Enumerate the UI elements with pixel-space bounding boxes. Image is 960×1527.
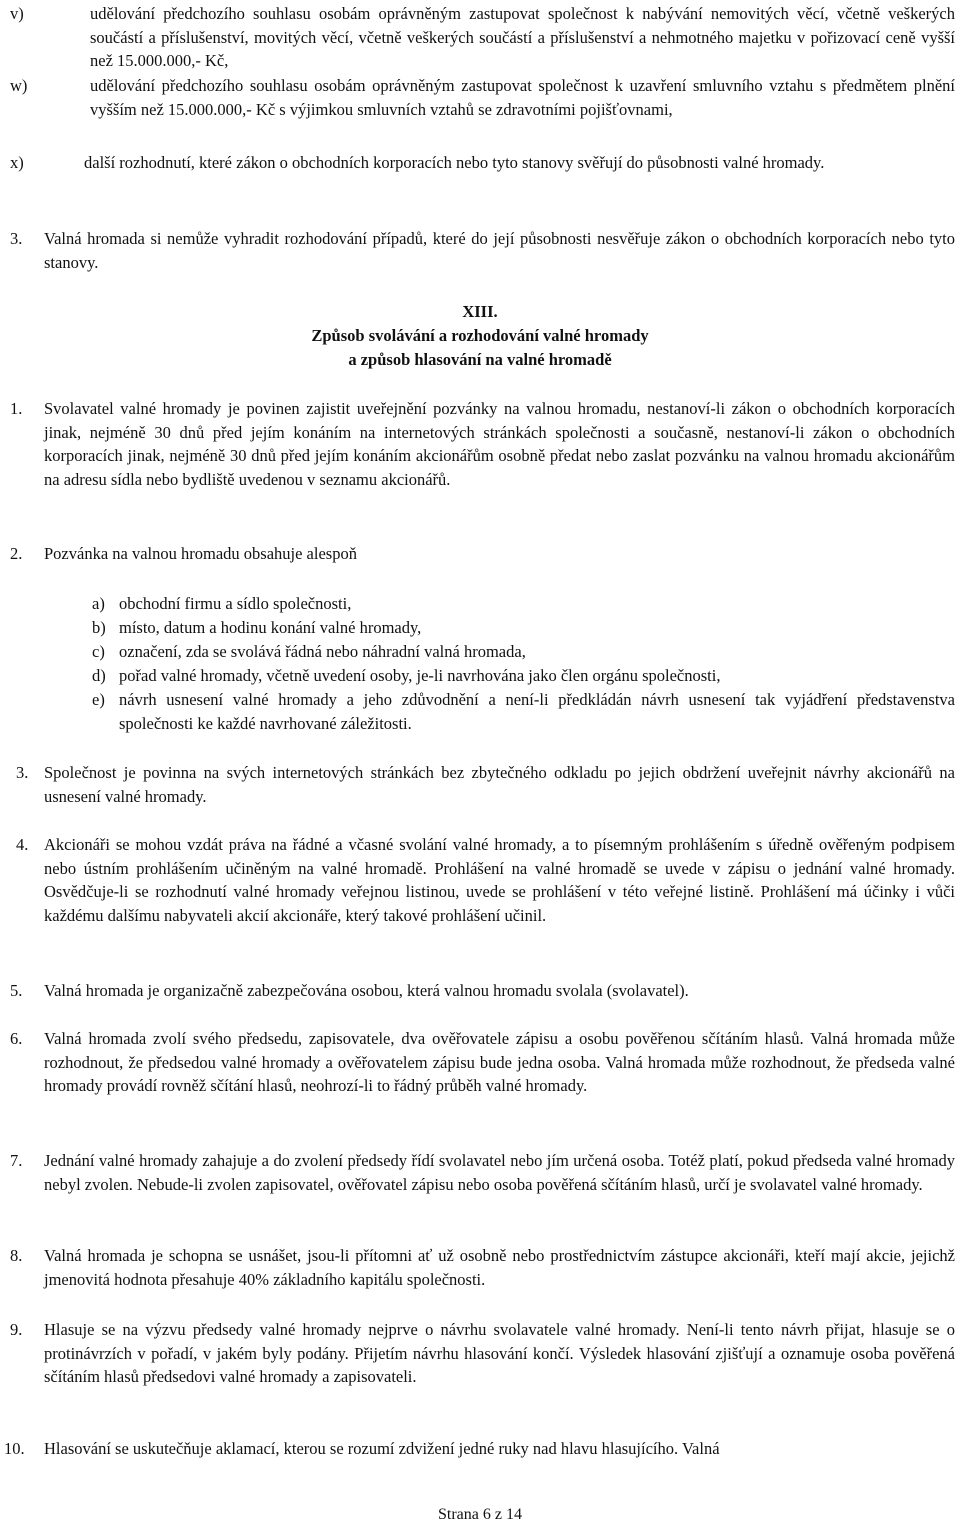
paragraph-number: 4. <box>16 835 29 854</box>
item-text: označení, zda se svolává řádná nebo náhradní valná hromada, <box>119 642 526 661</box>
paragraph-text: Pozvánka na valnou hromadu obsahuje alespoň <box>44 544 357 563</box>
paragraph-number: 6. <box>10 1029 23 1048</box>
paragraph-text: Valná hromada je organizačně zabezpečována osobou, která valnou hromadu svolala (svolavatel). <box>44 981 689 1000</box>
item-label: w) <box>10 76 28 95</box>
paragraph-text: Společnost je povinna na svých internetových stránkách bez zbytečného odkladu po jejich obdržení uveřejnit návrhy akcionářů na usnesení valné hromady. <box>44 763 955 806</box>
item-text: návrh usnesení valné hromady a jeho zdůvodnění a není-li předkládán návrh usnesení tak vyjádření představenstva společnosti ke každé navrhované záležitosti. <box>119 690 955 733</box>
page-number: Strana 6 z 14 <box>438 1506 522 1523</box>
item-label: d) <box>92 666 106 685</box>
item-text: další rozhodnutí, které zákon o obchodních korporacích nebo tyto stanovy svěřují do působnosti valné hromady. <box>84 153 825 172</box>
item-text: místo, datum a hodinu konání valné hromady, <box>119 618 422 637</box>
paragraph-number: 3. <box>10 229 23 248</box>
paragraph-number: 1. <box>10 399 23 418</box>
item-label: x) <box>10 153 24 172</box>
article-title-line-2: a způsob hlasování na valné hromadě <box>348 350 612 369</box>
paragraph-number: 5. <box>10 981 23 1000</box>
item-text: udělování předchozího souhlasu osobám oprávněným zastupovat společnost k nabývání nemovitých věcí, včetně veškerých součástí a příslušenství, movitých věcí, včetně veškerých součástí a příslušenství a nehmotného majetku v pořizovací ceně vyšší než 15.000.000,- Kč, <box>90 4 955 70</box>
article-title-line-1: Způsob svolávání a rozhodování valné hromady <box>311 326 649 345</box>
paragraph-text: Svolavatel valné hromady je povinen zajistit uveřejnění pozvánky na valnou hromadu, nestanoví-li zákon o obchodních korporacích jinak, nejméně 30 dnů před jejím konáním na internetových stránkách společnosti a současně, nestanoví-li zákon o obchodních korporacích jinak, nejméně 30 dnů před jejím konáním akcionářům osobně předat nebo zaslat pozvánku na valnou hromadu akcionářům na adresu sídla nebo bydliště uvedenou v seznamu akcionářů. <box>44 399 955 489</box>
paragraph-text: Valná hromada si nemůže vyhradit rozhodování případů, které do její působnosti nesvěřuje zákon o obchodních korporacích nebo tyto stanovy. <box>44 229 955 272</box>
paragraph-text: Akcionáři se mohou vzdát práva na řádné a včasné svolání valné hromady, a to písemným prohlášením s úředně ověřeným podpisem nebo ústním prohlášením učiněným na valné hromadě. Prohlášení na valné hromadě se uvede v zápisu o jednání valné hromady. Osvědčuje-li se rozhodnutí valné hromady veřejnou listinou, uvede se prohlášení v této veřejné listině. Prohlášení má účinky i vůči každému dalšímu nabyvateli akcií akcionáře, který takové prohlášení učinil. <box>44 835 955 925</box>
item-label: c) <box>92 642 105 661</box>
paragraph-number: 7. <box>10 1151 23 1170</box>
paragraph-number: 8. <box>10 1246 23 1265</box>
paragraph-number: 3. <box>16 763 29 782</box>
paragraph-text: Valná hromada zvolí svého předsedu, zapisovatele, dva ověřovatele zápisu a osobu pověřenou sčítáním hlasů. Valná hromada může rozhodnout, že předsedou valné hromady a ověřovatelem zápisu bude jedna osoba. Valná hromada může rozhodnout, že předseda valné hromady provádí rovněž sčítání hlasů, neohrozí-li to řádný průběh valné hromady. <box>44 1029 955 1095</box>
item-text: pořad valné hromady, včetně uvedení osoby, je-li navrhována jako člen orgánu společnosti, <box>119 666 721 685</box>
item-text: obchodní firmu a sídlo společnosti, <box>119 594 352 613</box>
paragraph-text: Hlasuje se na výzvu předsedy valné hromady nejprve o návrhu svolavatele valné hromady. Není-li tento návrh přijat, hlasuje se o protinávrzích v pořadí, v jakém byly podány. Přijetím návrhu hlasování končí. Výsledek hlasování zjišťují a oznamuje osoba pověřená sčítáním hlasů předsedovi valné hromady a zapisovateli. <box>44 1320 955 1386</box>
paragraph-number: 10. <box>4 1439 25 1458</box>
item-label: e) <box>92 690 105 709</box>
item-label: v) <box>10 4 24 23</box>
paragraph-number: 2. <box>10 544 23 563</box>
item-text: udělování předchozího souhlasu osobám oprávněným zastupovat společnost k uzavření smluvního vztahu s předmětem plnění vyšším než 15.000.000,- Kč s výjimkou smluvních vztahů se zdravotními pojišťovnami, <box>90 76 955 119</box>
article-number: XIII. <box>462 302 498 321</box>
paragraph-text: Hlasování se uskutečňuje aklamací, kterou se rozumí zdvižení jedné ruky nad hlavu hlasujícího. Valná <box>44 1439 720 1458</box>
paragraph-number: 9. <box>10 1320 23 1339</box>
item-label: b) <box>92 618 106 637</box>
item-label: a) <box>92 594 105 613</box>
paragraph-text: Jednání valné hromady zahajuje a do zvolení předsedy řídí svolavatel nebo jím určená osoba. Totéž platí, pokud předseda valné hromady nebyl zvolen. Nebude-li zvolen zapisovatel, ověřovatel zápisu nebo osoba pověřená sčítáním hlasů, určí je svolavatel valné hromady. <box>44 1151 955 1194</box>
paragraph-text: Valná hromada je schopna se usnášet, jsou-li přítomni ať už osobně nebo prostřednictvím zástupce akcionáři, kteří mají akcie, jejichž jmenovitá hodnota přesahuje 40% základního kapitálu společnosti. <box>44 1246 955 1289</box>
